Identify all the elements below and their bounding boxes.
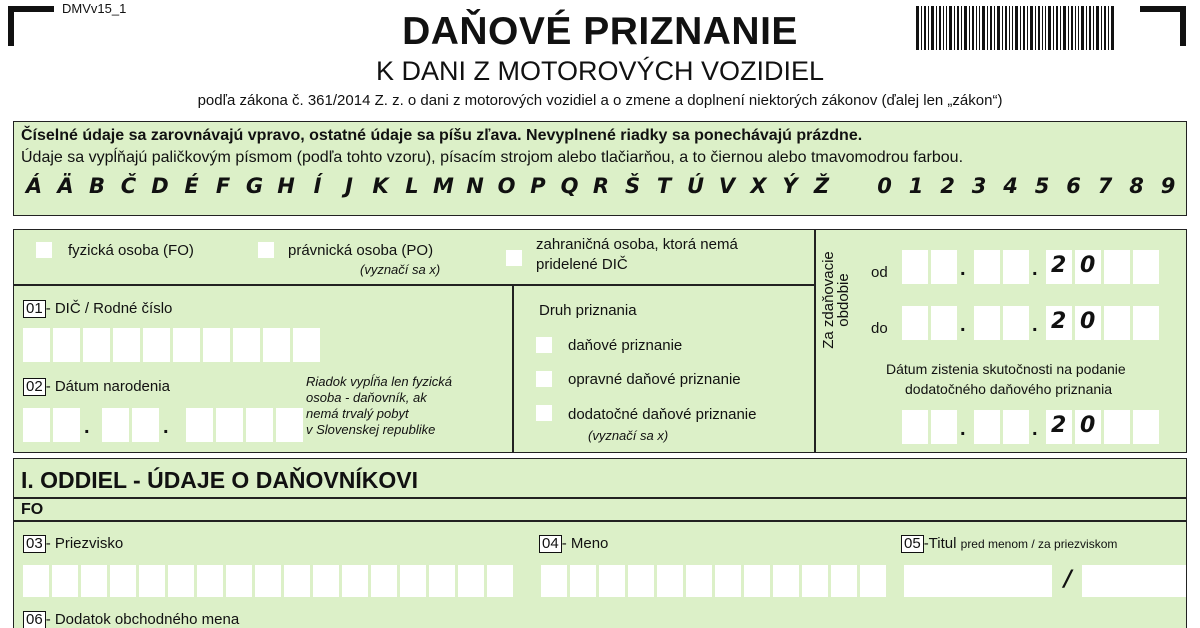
divider-fo [14,520,1186,522]
first-name-char-box[interactable] [657,565,683,597]
label-foreign-2: pridelené DIČ [536,256,628,273]
field-02-note-3: nemá trvalý pobyt [306,406,409,421]
field-06-text: - Dodatok obchodného mena [45,611,240,628]
field-03-number: 03 [23,535,46,553]
field-05-text: -Titul [923,535,957,552]
period-to-separator: . [1032,314,1038,336]
sample-char: P [530,174,546,198]
sample-char: Á [25,174,43,198]
sample-char: Ä [57,174,74,198]
period-to-label: do [871,320,888,337]
period-from-month-box[interactable] [974,250,1000,284]
dic-digit-box[interactable] [293,328,320,362]
field-06-label [23,611,239,628]
period-from-year-digit: 2 [1051,253,1067,278]
section-1-panel [13,458,1187,628]
section-1-title: I. ODDIEL - ÚDAJE O DAŇOVNÍKOVI [21,467,419,493]
sample-char: 6 [1066,174,1081,198]
period-from-year-digit: 0 [1080,253,1096,278]
dob-day-box[interactable] [53,408,80,442]
dic-digit-box[interactable] [113,328,140,362]
sample-char: R [592,174,610,198]
sample-char: X [750,174,767,198]
discovery-date-note-2: dodatočného daňového priznania [905,381,1113,397]
period-from-year-box[interactable] [1133,250,1159,284]
checkbox-fo[interactable] [36,242,52,258]
sample-char: 3 [971,174,987,198]
surname-char-box[interactable] [226,565,252,597]
barcode-image [916,6,1116,50]
checkbox-return-supplementary[interactable] [536,405,552,421]
field-04-label [539,535,608,553]
field-02-text: - Dátum narodenia [45,378,170,395]
law-reference: podľa zákona č. 361/2014 Z. z. o dani z motorových vozidiel a o zmene a doplnení niektorých zákonov (ďalej len „zákon“) [197,92,1003,109]
sample-char: N [466,174,484,198]
dic-digit-box[interactable] [83,328,110,362]
dic-digit-box[interactable] [23,328,50,362]
mark-note-type: (vyznačí sa x) [360,262,441,277]
period-label-line-1: Za zdaňovacie [820,251,837,349]
period-label-line-2: obdobie [835,273,852,327]
surname-char-box[interactable] [313,565,339,597]
surname-char-box[interactable] [52,565,78,597]
first-name-char-box[interactable] [541,565,567,597]
period-to-year-digit: 0 [1080,309,1096,334]
dic-digit-box[interactable] [203,328,230,362]
sample-char: L [405,174,419,198]
sample-char: D [151,174,169,198]
instructions-panel [13,121,1187,216]
surname-char-box[interactable] [23,565,49,597]
surname-char-box[interactable] [139,565,165,597]
surname-char-box[interactable] [487,565,513,597]
sample-char: 9 [1160,174,1176,198]
surname-char-box[interactable] [458,565,484,597]
period-to-year-digit: 2 [1051,309,1067,334]
discovery-date-month-box[interactable] [974,410,1000,444]
sample-char: Q [560,174,579,198]
discovery-date-separator: . [960,418,966,440]
surname-char-box[interactable] [81,565,107,597]
sample-char: Ú [686,174,705,198]
discovery-date-year-digit: 0 [1080,413,1096,438]
label-return-regular: daňové priznanie [568,337,683,354]
fo-label: FO [21,501,44,518]
dic-digit-box[interactable] [233,328,260,362]
field-03-text: - Priezvisko [45,535,124,552]
period-to-separator: . [960,314,966,336]
period-from-year-box[interactable] [1104,250,1130,284]
field-06-number: 06 [23,611,46,628]
corner-mark-top-right [1140,6,1186,46]
field-02-number: 02 [23,378,46,396]
return-type-heading: Druh priznania [539,302,637,319]
discovery-date-note-1: Dátum zistenia skutočnosti na podanie [886,361,1126,377]
period-from-separator: . [1032,258,1038,280]
field-05-number: 05 [901,535,924,553]
surname-char-box[interactable] [255,565,281,597]
period-to-day-box[interactable] [931,306,957,340]
corner-mark-top-left [8,6,54,46]
field-02-note-1: Riadok vypĺňa len fyzická [306,374,452,389]
divider-type-row [14,284,814,286]
surname-char-box[interactable] [342,565,368,597]
dob-separator: . [163,416,169,438]
dob-year-box[interactable] [276,408,303,442]
dob-month-box[interactable] [132,408,159,442]
discovery-date-year-box[interactable] [1104,410,1130,444]
sample-char: B [88,174,105,198]
sample-char: Ý [782,174,798,198]
field-03-label [23,535,123,553]
first-name-char-box[interactable] [599,565,625,597]
dob-year-box[interactable] [216,408,243,442]
checkbox-po[interactable] [258,242,274,258]
divider-return-type [512,284,514,452]
mark-note-return: (vyznačí sa x) [588,428,669,443]
title-slash: / [1064,567,1073,592]
instructions-line-1: Číselné údaje sa zarovnávajú vpravo, ostatné údaje sa píšu zľava. Nevyplnené riadky sa ponechávajú prázdne. [21,127,863,144]
surname-char-box[interactable] [110,565,136,597]
period-from-separator: . [960,258,966,280]
period-from-day-box[interactable] [931,250,957,284]
surname-char-box[interactable] [197,565,223,597]
field-05-sub: pred menom / za priezviskom [960,537,1118,551]
period-to-year-box[interactable] [1104,306,1130,340]
period-to-day-box[interactable] [902,306,928,340]
surname-char-box[interactable] [284,565,310,597]
period-from-day-box[interactable] [902,250,928,284]
form-code: DMVv15_1 [62,1,127,16]
sample-char: É [184,174,199,198]
field-05-label [901,535,1117,553]
discovery-date-year-box[interactable] [1133,410,1159,444]
label-fo: fyzická osoba (FO) [68,242,194,259]
sample-char: 8 [1129,174,1144,198]
sample-char: H [277,174,295,198]
dob-year-box[interactable] [246,408,273,442]
sample-char: F [215,174,231,198]
discovery-date-day-box[interactable] [931,410,957,444]
field-02-note-4: v Slovenskej republike [306,422,436,437]
discovery-date-day-box[interactable] [902,410,928,444]
checkbox-foreign[interactable] [506,250,522,266]
field-02-label [23,378,170,396]
label-foreign-1: zahraničná osoba, ktorá nemá [536,236,738,253]
title-before-input[interactable] [904,565,1052,597]
discovery-date-separator: . [1032,418,1038,440]
surname-char-box[interactable] [429,565,455,597]
sample-char: 4 [1003,174,1018,198]
first-name-char-box[interactable] [686,565,712,597]
sample-char: 0 [877,174,892,198]
checkbox-return-regular[interactable] [536,337,552,353]
checkbox-return-corrective[interactable] [536,371,552,387]
sample-char: 2 [940,174,955,198]
sample-char: 7 [1097,174,1113,198]
first-name-char-box[interactable] [802,565,828,597]
discovery-date-year-digit: 2 [1051,413,1067,438]
period-to-year-box[interactable] [1133,306,1159,340]
sample-char: Š [624,174,641,198]
sample-char: Í [313,174,322,198]
divider-period [814,230,816,452]
period-to-month-box[interactable] [1003,306,1029,340]
sample-char: J [345,174,353,198]
sample-char: K [372,174,389,198]
label-po: právnická osoba (PO) [288,242,434,259]
first-name-char-box[interactable] [831,565,857,597]
dic-digit-box[interactable] [173,328,200,362]
dob-separator: . [84,416,90,438]
period-label [821,235,851,365]
first-name-char-box[interactable] [773,565,799,597]
sample-char: 1 [908,174,924,198]
dic-digit-box[interactable] [263,328,290,362]
first-name-char-box[interactable] [715,565,741,597]
surname-char-box[interactable] [168,565,194,597]
dic-digit-box[interactable] [143,328,170,362]
page-subtitle: K DANI Z MOTOROVÝCH VOZIDIEL [375,56,825,86]
dob-year-box[interactable] [186,408,213,442]
sample-char: Ž [813,174,830,198]
instructions-line-2: Údaje sa vypĺňajú paličkovým písmom (podľa tohto vzoru), písacím strojom alebo tlačiarňou, a to čiernou alebo tmavomodrou farbou. [21,149,964,166]
taxpayer-info-panel [13,229,1187,453]
sample-char: V [718,174,736,198]
dic-digit-box[interactable] [53,328,80,362]
discovery-date-month-box[interactable] [1003,410,1029,444]
label-return-supplementary: dodatočné daňové priznanie [568,406,757,423]
first-name-char-box[interactable] [570,565,596,597]
sample-char: Č [120,174,137,198]
field-01-label [23,300,172,318]
period-from-month-box[interactable] [1003,250,1029,284]
dob-day-box[interactable] [23,408,50,442]
sample-char: 5 [1034,174,1050,198]
divider-section-title [14,497,1186,499]
page-title: DAŇOVÉ PRIZNANIE [402,10,798,53]
field-04-number: 04 [539,535,562,553]
sample-char: G [245,174,264,198]
first-name-char-box[interactable] [860,565,886,597]
period-to-month-box[interactable] [974,306,1000,340]
dob-month-box[interactable] [102,408,129,442]
period-from-label: od [871,264,888,281]
surname-char-box[interactable] [400,565,426,597]
label-return-corrective: opravné daňové priznanie [568,371,741,388]
first-name-char-box[interactable] [628,565,654,597]
sample-char: T [656,174,672,198]
field-01-number: 01 [23,300,46,318]
title-after-input[interactable] [1082,565,1186,597]
field-02-note-2: osoba - daňovník, ak [306,390,427,405]
sample-char: M [433,174,454,198]
surname-char-box[interactable] [371,565,397,597]
field-01-text: - DIČ / Rodné číslo [45,300,173,317]
field-04-text: - Meno [561,535,609,552]
sample-char: O [497,174,516,198]
first-name-char-box[interactable] [744,565,770,597]
